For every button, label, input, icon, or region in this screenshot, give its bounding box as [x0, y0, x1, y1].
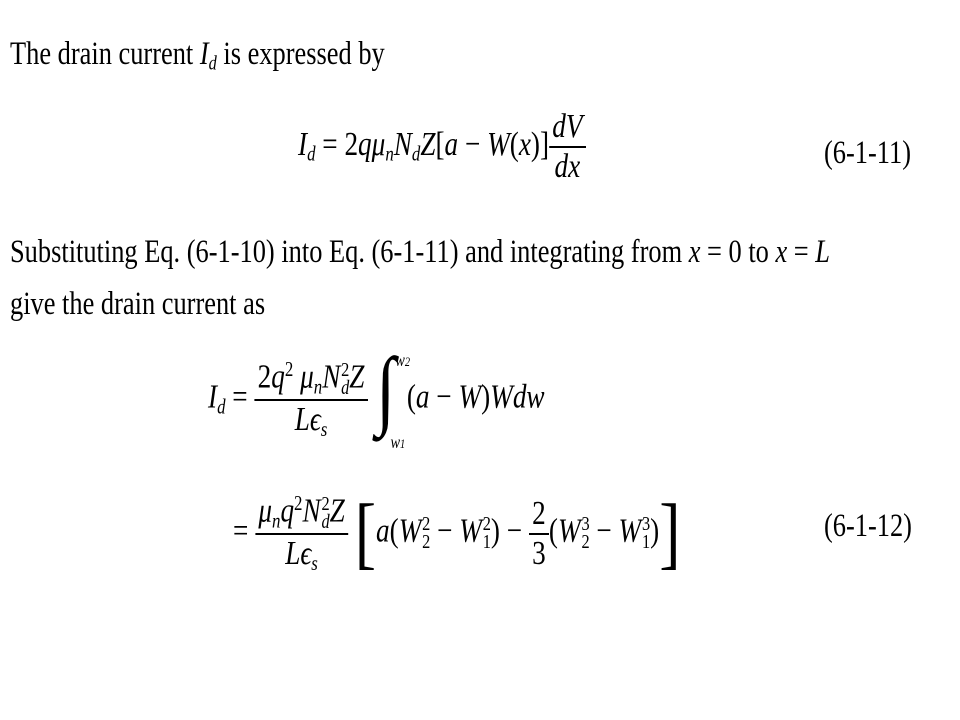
substitution-text: Substituting Eq. (6-1-10) into Eq. (6-1-11) and integrating from: [10, 234, 683, 270]
intro-text-start: The drain current: [10, 36, 194, 72]
result-line: give the drain current as: [10, 286, 266, 322]
integral-sign: ∫ w2 w1: [376, 340, 411, 452]
intro-line: [10, 38, 478, 74]
equation-6-1-11: $I_d = 2q\mu_nN_dZ[a - W(x)]$ $\frac{dV}{dx}$: [298, 108, 658, 186]
subscript-d: d: [208, 52, 217, 75]
symbol-I: I: [199, 36, 209, 72]
word-to: to: [748, 234, 769, 270]
intro-text-end: is expressed by: [223, 36, 385, 72]
equation-6-1-12: = $\mu_nq^2N$ 2 d Z $L\epsilon_s$ [a(W 2 2 − W 2 1 ) − $\frac{2}{3}$ (W 3 2 − W 3 1 )]: [233, 489, 681, 577]
equation-number-6-1-12: (6-1-12): [824, 508, 912, 544]
equation-integral-form: $I_d$ = $2q^2$ $\mu_nN$ 2 d Z $L\epsilon_s$ ∫ w2 w1 (a − W)Wdw: [208, 340, 545, 452]
equation-number-6-1-11: (6-1-11): [824, 135, 911, 171]
substitution-line: Substituting Eq. (6-1-10) into Eq. (6-1-11) and integrating from x = 0 to x = L: [10, 234, 830, 270]
